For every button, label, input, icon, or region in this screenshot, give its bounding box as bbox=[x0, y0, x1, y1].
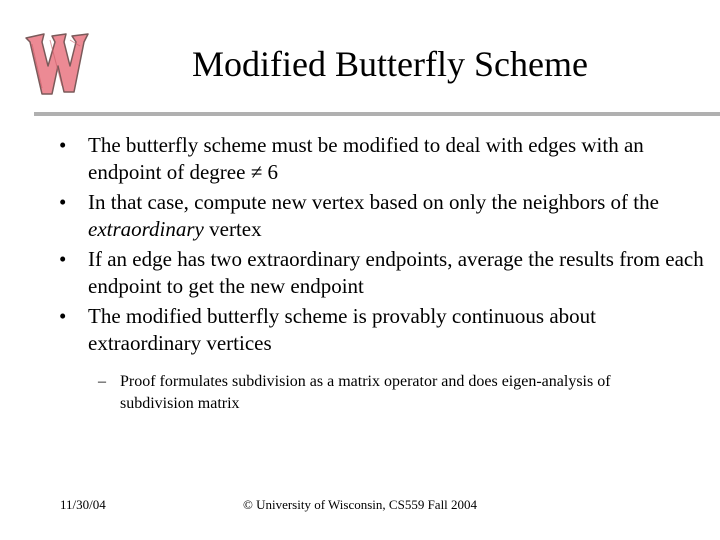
bullet-text-start: In that case, compute new vertex based on only the neighbors of the bbox=[88, 190, 659, 214]
bullet-text-end: vertex bbox=[203, 217, 262, 241]
page-title: Modified Butterfly Scheme bbox=[192, 44, 588, 84]
bullet-marker: • bbox=[59, 133, 67, 157]
sub-list-item bbox=[90, 371, 680, 415]
list-item bbox=[56, 246, 706, 300]
wisconsin-w-logo-icon bbox=[22, 26, 92, 98]
sub-bullet-text: Proof formulates subdivision as a matrix operator and does eigen-analysis of subdivision matrix bbox=[120, 373, 611, 412]
bullet-list bbox=[56, 132, 706, 415]
list-item bbox=[56, 132, 706, 186]
list-item bbox=[56, 189, 706, 243]
bullet-text: The butterfly scheme must be modified to deal with edges with an endpoint of degree ≠ 6 bbox=[88, 133, 644, 184]
list-item bbox=[56, 303, 706, 357]
emphasis-text: extraordinary bbox=[88, 217, 204, 241]
footer-date: 11/30/04 bbox=[60, 497, 106, 512]
bullet-text: If an edge has two extraordinary endpoints, average the results from each endpoint to get the new endpoint bbox=[88, 247, 704, 298]
bullet-marker: • bbox=[59, 304, 67, 328]
footer-copyright: © University of Wisconsin, CS559 Fall 2004 bbox=[242, 497, 478, 512]
bullet-marker: • bbox=[59, 190, 67, 214]
bullet-marker: • bbox=[59, 247, 67, 271]
bullet-text: The modified butterfly scheme is provably continuous about extraordinary vertices bbox=[88, 304, 596, 355]
title-divider bbox=[34, 112, 720, 116]
sub-bullet-marker: – bbox=[98, 373, 106, 390]
